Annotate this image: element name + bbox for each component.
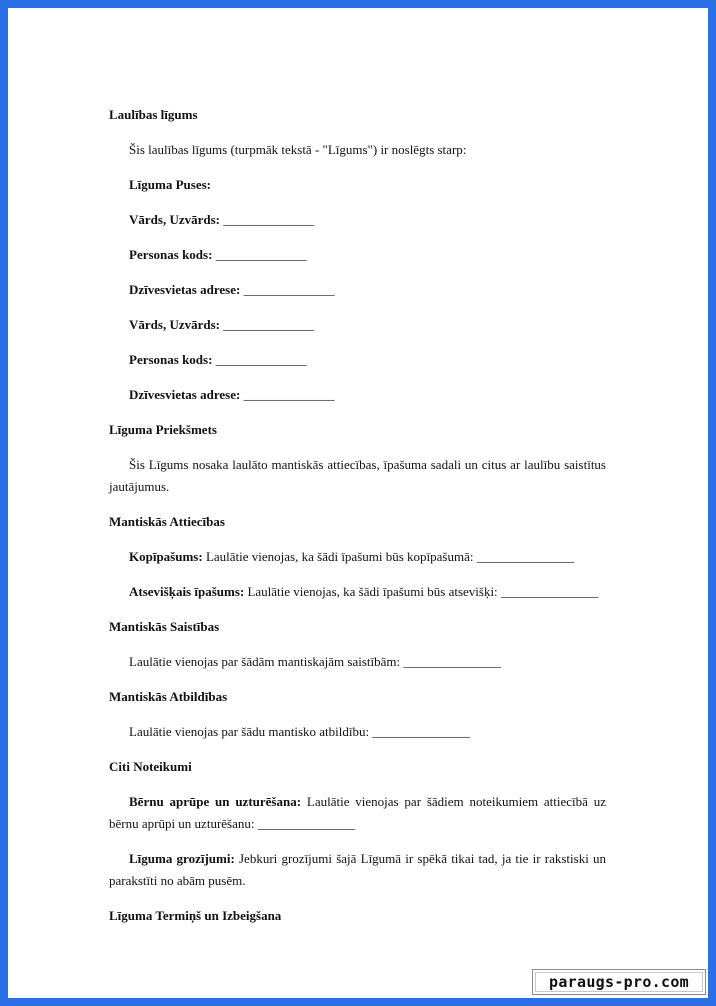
- party1-name-line: [129, 209, 606, 231]
- joint-property-paragraph: [109, 546, 606, 568]
- party2-address-line: [129, 384, 606, 406]
- party2-address-label: Dzīvesvietas adrese:: [129, 387, 241, 402]
- other-terms-heading: Citi Noteikumi: [109, 759, 192, 774]
- joint-property-label: Kopīpašums:: [129, 549, 203, 564]
- subject-heading: Līguma Priekšmets: [109, 422, 217, 437]
- subject-paragraph: Šis Līgums nosaka laulāto mantiskās attiecības, īpašuma sadali un citus ar laulību saistītus jautājumus.: [109, 457, 606, 494]
- children-care-text: Laulātie vienojas par šādiem noteikumiem attiecībā uz bērnu aprūpi un uzturēšanu: _______________: [109, 794, 607, 831]
- property-relations-heading: Mantiskās Attiecības: [109, 514, 225, 529]
- term-heading: Līguma Termiņš un Izbeigšana: [109, 908, 282, 923]
- obligations-heading: Mantiskās Saistības: [109, 619, 220, 634]
- party1-address-line: [129, 279, 606, 301]
- party1-code-blank: ______________: [215, 247, 307, 262]
- party1-address-blank: ______________: [243, 282, 335, 297]
- joint-property-text: Laulātie vienojas, ka šādi īpašumi būs kopīpašumā: _______________: [205, 549, 575, 564]
- obligations-paragraph: Laulātie vienojas par šādām mantiskajām saistībām: _______________: [129, 654, 501, 669]
- party1-code-label: Personas kods:: [129, 247, 213, 262]
- children-care-paragraph: [109, 791, 606, 835]
- party2-name-label: Vārds, Uzvārds:: [129, 317, 220, 332]
- party2-code-blank: ______________: [215, 352, 307, 367]
- amendments-label: Līguma grozījumi:: [129, 851, 235, 866]
- party1-name-blank: ______________: [223, 212, 315, 227]
- party1-name-label: Vārds, Uzvārds:: [129, 212, 220, 227]
- document-title: Laulības līgums: [109, 107, 198, 122]
- parties-heading: Līguma Puses:: [129, 177, 211, 192]
- liability-heading: Mantiskās Atbildības: [109, 689, 228, 704]
- document-body: [109, 104, 606, 940]
- party2-code-label: Personas kods:: [129, 352, 213, 367]
- watermark-logo: paraugs-pro.com: [532, 969, 706, 995]
- children-care-label: Bērnu aprūpe un uzturēšana:: [129, 794, 302, 809]
- separate-property-text: Laulātie vienojas, ka šādi īpašumi būs atsevišķi: _______________: [247, 584, 599, 599]
- party2-name-line: [129, 314, 606, 336]
- document-page: [8, 8, 708, 998]
- party1-code-line: [129, 244, 606, 266]
- intro-paragraph: Šis laulības līgums (turpmāk tekstā - "Līgums") ir noslēgts starp:: [129, 142, 467, 157]
- party2-name-blank: ______________: [223, 317, 315, 332]
- amendments-paragraph: [109, 848, 606, 892]
- liability-paragraph: Laulātie vienojas par šādu mantisko atbildību: _______________: [129, 724, 470, 739]
- separate-property-paragraph: [109, 581, 606, 603]
- party2-address-blank: ______________: [243, 387, 335, 402]
- separate-property-label: Atsevišķais īpašums:: [129, 584, 245, 599]
- amendments-text: Jebkuri grozījumi šajā Līgumā ir spēkā tikai tad, ja tie ir rakstiski un parakstīti no abām pusēm.: [109, 851, 607, 888]
- party2-code-line: [129, 349, 606, 371]
- party1-address-label: Dzīvesvietas adrese:: [129, 282, 241, 297]
